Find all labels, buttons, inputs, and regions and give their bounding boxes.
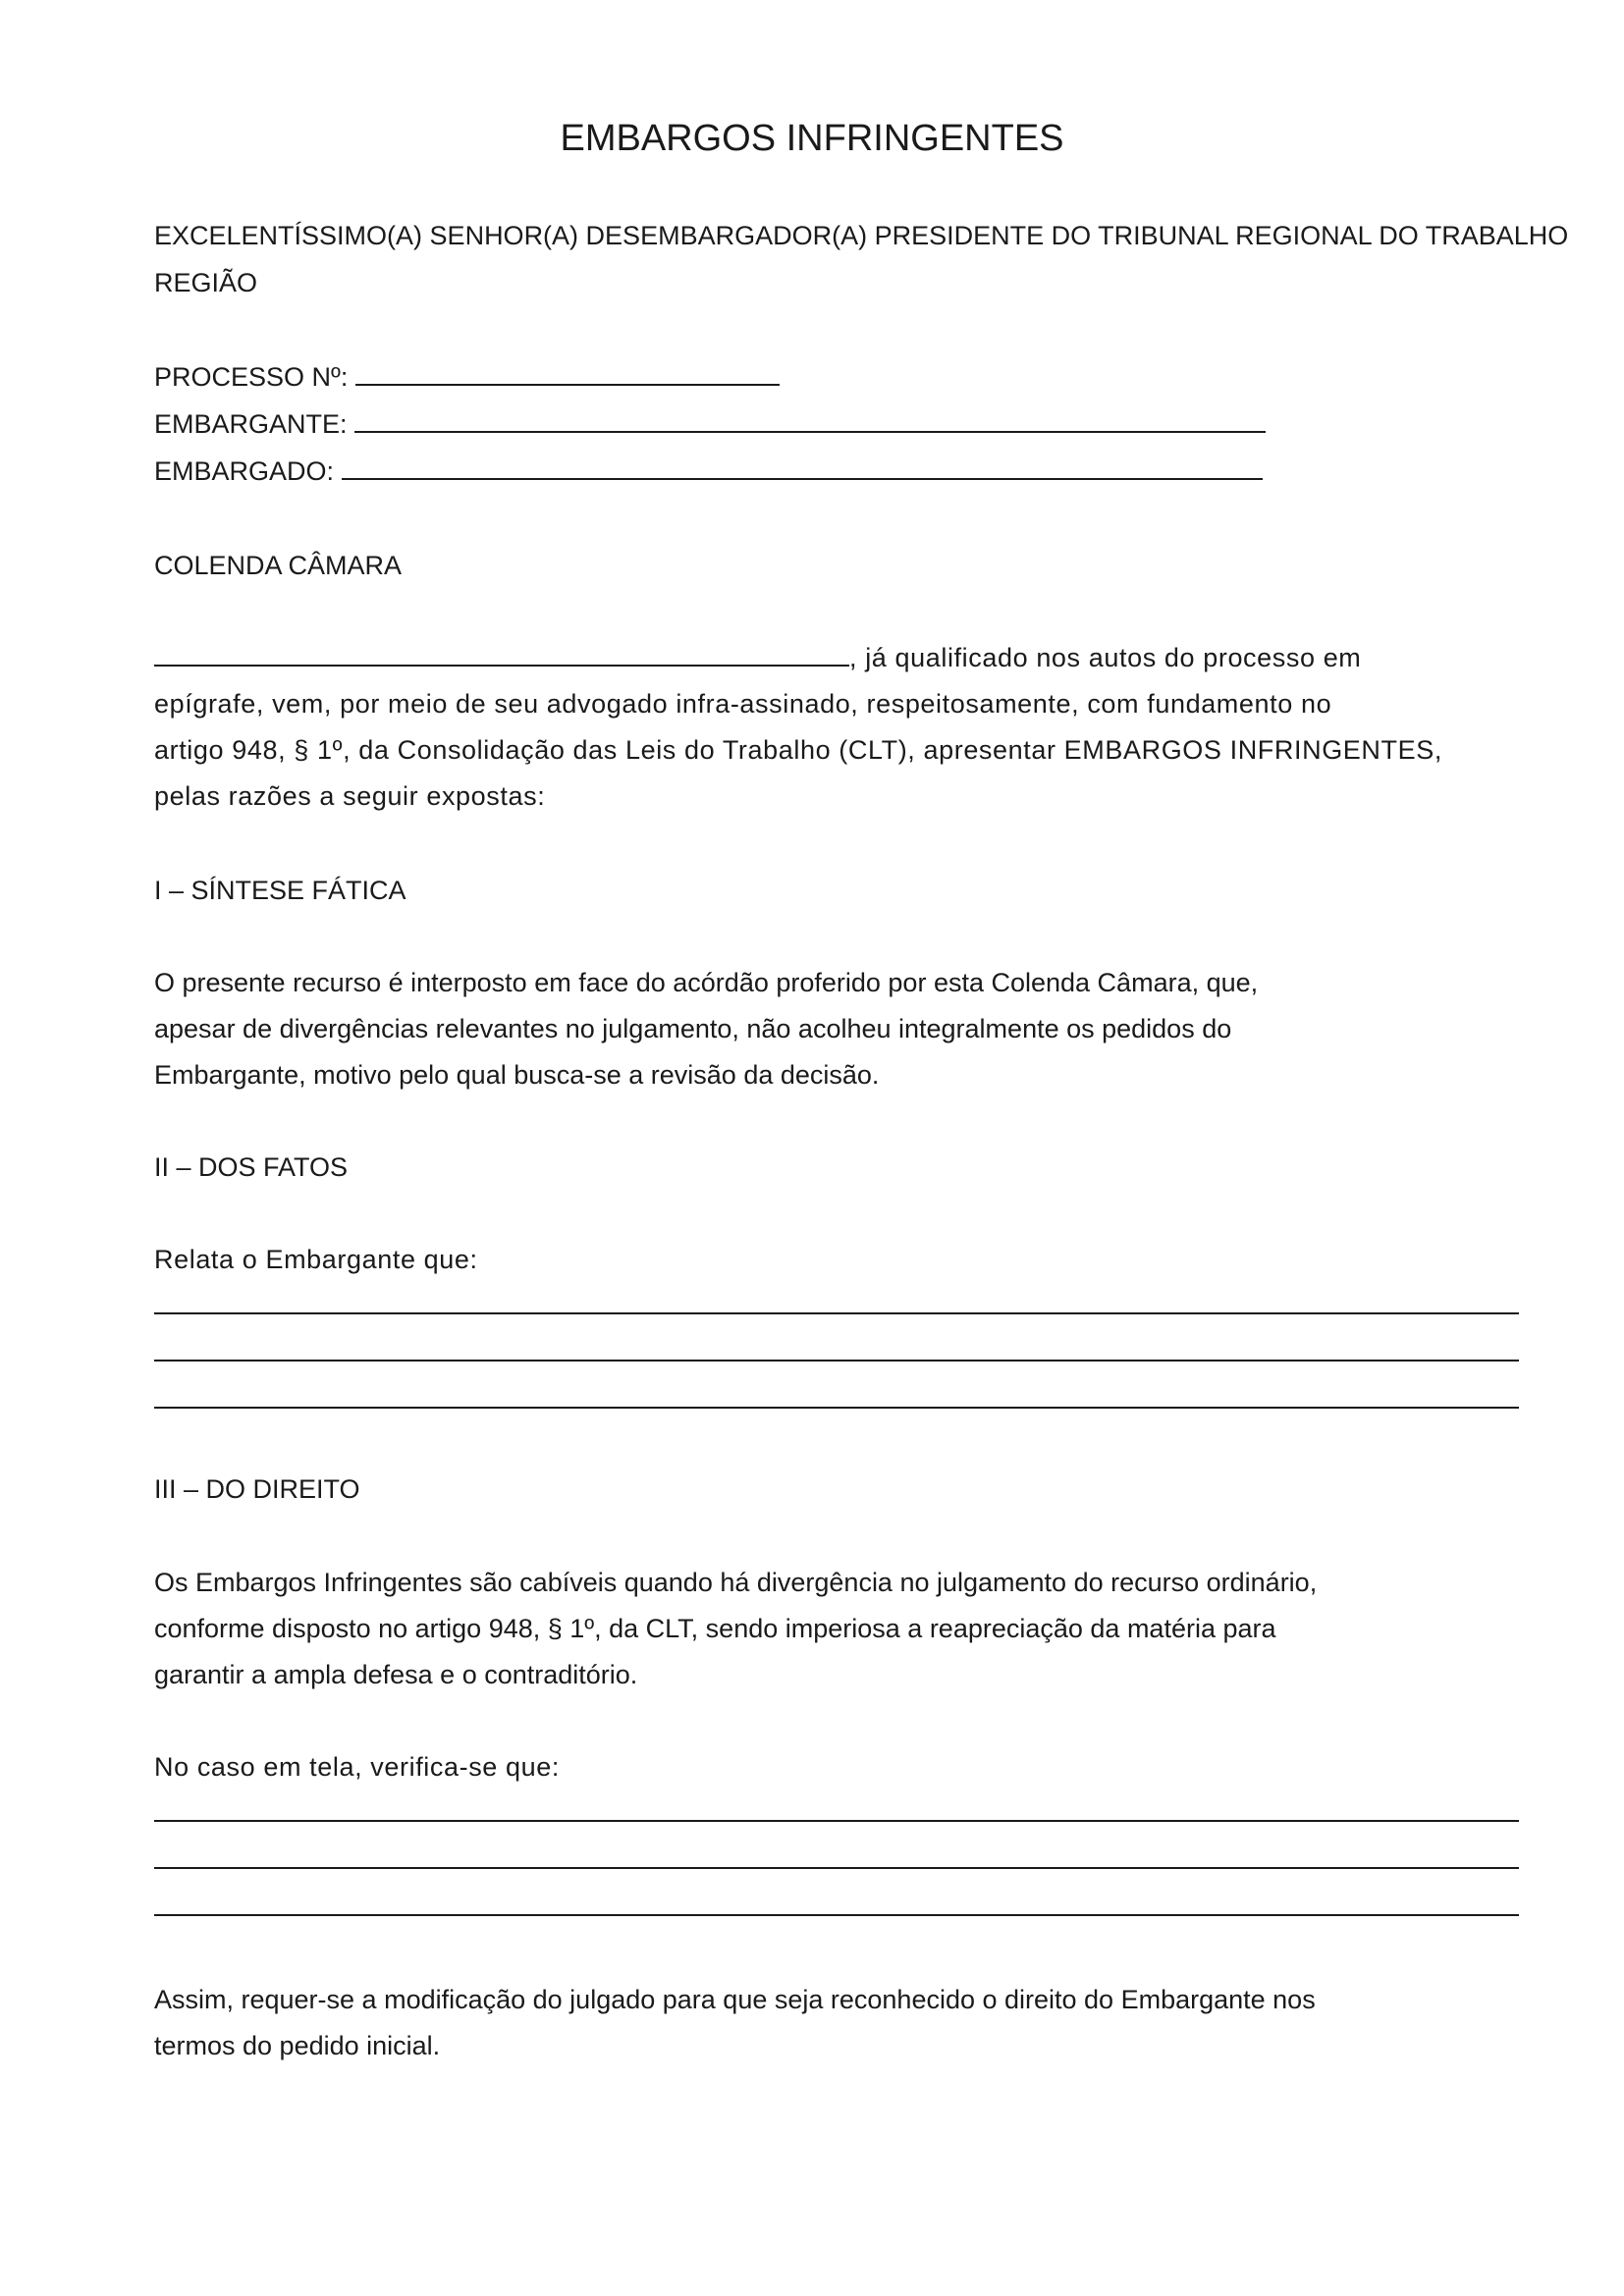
facts-blank-line-1[interactable]: [154, 1312, 1519, 1314]
section-1-line-3: Embargante, motivo pelo qual busca-se a revisão da decisão.: [154, 1060, 880, 1090]
facts-blank-line-2[interactable]: [154, 1360, 1519, 1362]
facts-blank-line-3[interactable]: [154, 1407, 1519, 1409]
processo-label: PROCESSO Nº:: [154, 362, 349, 392]
embargante-label: EMBARGANTE:: [154, 409, 348, 439]
section-1-heading: I – SÍNTESE FÁTICA: [154, 876, 406, 905]
intro-line-1: [154, 635, 1361, 680]
addressee-line-2: REGIÃO: [154, 268, 258, 297]
salutation: COLENDA CÂMARA: [154, 551, 403, 580]
section-1-line-2: apesar de divergências relevantes no julgamento, não acolheu integralmente os pedidos do: [154, 1014, 1232, 1043]
addressee-line-1: EXCELENTÍSSIMO(A) SENHOR(A) DESEMBARGADOR(A) PRESIDENTE DO TRIBUNAL REGIONAL DO TRABALHO: [154, 221, 1569, 250]
section-3-line-3: garantir a ampla defesa e o contraditório.: [154, 1660, 638, 1689]
intro-line-1-text: , já qualificado nos autos do processo em: [849, 643, 1362, 672]
law-blank-line-3[interactable]: [154, 1914, 1519, 1916]
closing-line-2: termos do pedido inicial.: [154, 2031, 441, 2060]
intro-line-4: pelas razões a seguir expostas:: [154, 781, 546, 811]
embargado-field: [154, 449, 1263, 494]
embargante-blank[interactable]: [354, 407, 1266, 433]
embargado-label: EMBARGADO:: [154, 456, 335, 486]
closing-line-1: Assim, requer-se a modificação do julgado para que seja reconhecido o direito do Embargante nos: [154, 1985, 1316, 2014]
section-3-line-2: conforme disposto no artigo 948, § 1º, da CLT, sendo imperiosa a reapreciação da matéria para: [154, 1614, 1276, 1643]
section-3-line-1: Os Embargos Infringentes são cabíveis quando há divergência no julgamento do recurso ordinário,: [154, 1568, 1318, 1597]
processo-blank[interactable]: [355, 360, 780, 386]
section-2-lead: Relata o Embargante que:: [154, 1245, 478, 1274]
intro-line-2: epígrafe, vem, por meio de seu advogado infra-assinado, respeitosamente, com fundamento no: [154, 689, 1332, 719]
processo-field: [154, 354, 780, 400]
law-blank-line-2[interactable]: [154, 1867, 1519, 1869]
party-name-blank[interactable]: [154, 641, 849, 667]
section-3-heading: III – DO DIREITO: [154, 1474, 360, 1504]
intro-line-3: artigo 948, § 1º, da Consolidação das Leis do Trabalho (CLT), apresentar EMBARGOS INFRINGENTES,: [154, 735, 1442, 765]
law-blank-line-1[interactable]: [154, 1820, 1519, 1822]
embargado-blank[interactable]: [342, 454, 1263, 480]
section-3-lead: No caso em tela, verifica-se que:: [154, 1752, 560, 1782]
section-1-line-1: O presente recurso é interposto em face do acórdão proferido por esta Colenda Câmara, que,: [154, 968, 1259, 997]
section-2-heading: II – DOS FATOS: [154, 1152, 349, 1182]
embargante-field: [154, 401, 1266, 447]
document-title: EMBARGOS INFRINGENTES: [560, 118, 1064, 159]
